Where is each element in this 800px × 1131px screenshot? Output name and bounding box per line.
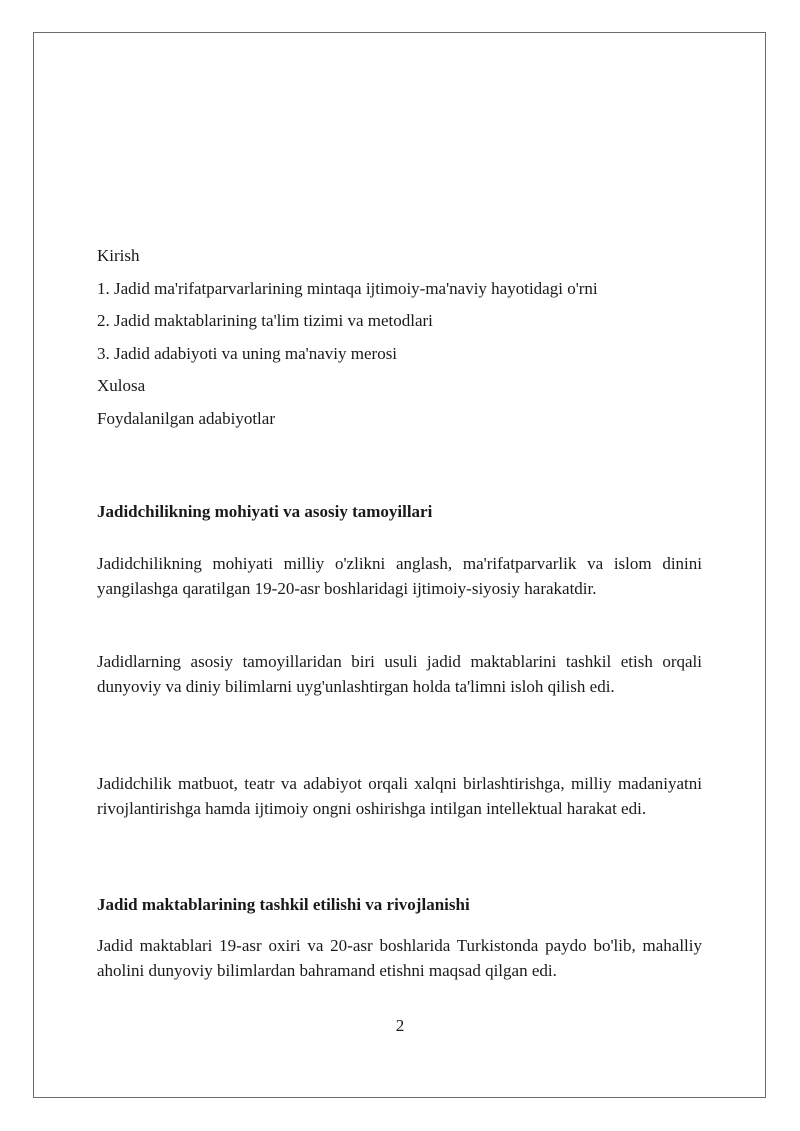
paragraph-schools-1: Jadid maktablari 19-asr oxiri va 20-asr boshlarida Turkistonda paydo bo'lib, mahalliy aholini dunyoviy bilimlardan bahramand etishni maqsad qilgan edi. (97, 936, 702, 980)
toc-item-chapter-2: 2. Jadid maktablarining ta'lim tizimi va metodlari (97, 311, 433, 330)
toc-item-chapter-3: 3. Jadid adabiyoti va uning ma'naviy merosi (97, 343, 398, 363)
toc-item-conclusion: Xulosa (97, 376, 146, 395)
section-heading-essence: Jadidchilikning mohiyati va asosiy tamoyillari (97, 502, 433, 521)
toc-item-introduction: Kirish (97, 246, 140, 265)
paragraph-essence-2: Jadidlarning asosiy tamoyillaridan biri usuli jadid maktablarini tashkil etish orqali dunyoviy va diniy bilimlarni uyg'unlashtirgan holda ta'limni isloh qilish edi. (97, 652, 702, 696)
paragraph-essence-3: Jadidchilik matbuot, teatr va adabiyot orqali xalqni birlashtirishga, milliy madaniyatni rivojlantirishga hamda ijtimoiy ongni oshirishga intilgan intellektual harakat edi. (97, 774, 702, 818)
table-of-contents (97, 240, 707, 435)
toc-item-chapter-1: 1. Jadid ma'rifatparvarlarining mintaqa ijtimoiy-ma'naviy hayotidagi o'rni (97, 278, 598, 298)
section-heading-schools: Jadid maktablarining tashkil etilishi va rivojlanishi (97, 895, 470, 914)
page-number: 2 (395, 1016, 405, 1035)
paragraph-essence-1: Jadidchilikning mohiyati milliy o'zlikni anglash, ma'rifatparvarlik va islom dinini yangilashga qaratilgan 19-20-asr boshlaridagi ijtimoiy-siyosiy harakatdir. (97, 554, 702, 598)
toc-item-references: Foydalanilgan adabiyotlar (97, 408, 275, 428)
